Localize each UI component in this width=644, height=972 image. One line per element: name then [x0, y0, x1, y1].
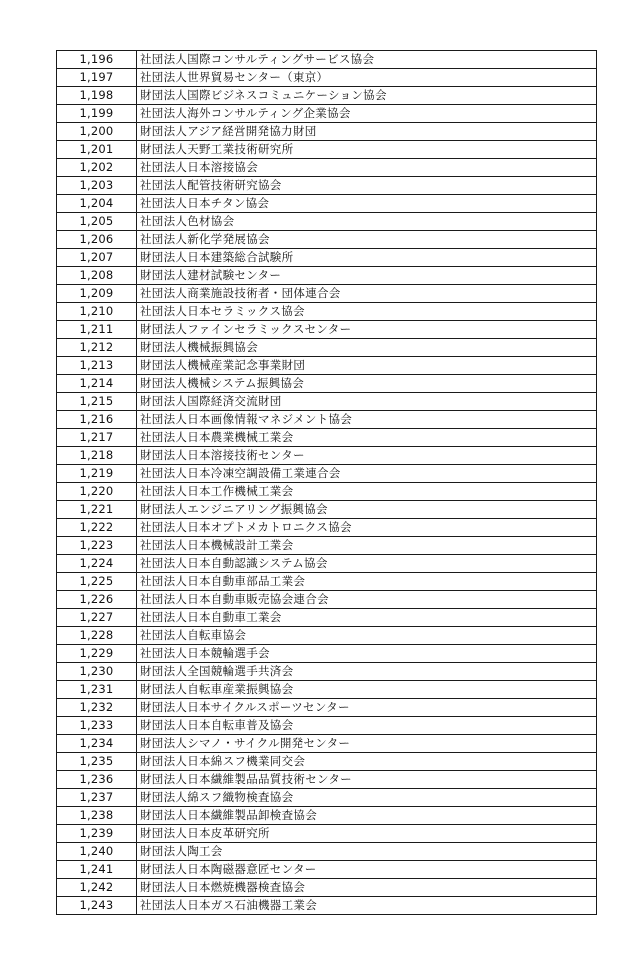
- table-row: [57, 465, 597, 483]
- table-row: [57, 645, 597, 663]
- organization-name: 社団法人日本オプトメカトロニクス協会: [137, 519, 597, 537]
- table-row: [57, 375, 597, 393]
- table-row: [57, 105, 597, 123]
- organization-name: 社団法人日本自動車部品工業会: [137, 573, 597, 591]
- table-row: [57, 591, 597, 609]
- table-row: [57, 321, 597, 339]
- row-number: 1,203: [57, 177, 137, 195]
- table-row: [57, 213, 597, 231]
- row-number: 1,218: [57, 447, 137, 465]
- organization-name: 社団法人配管技術研究協会: [137, 177, 597, 195]
- organization-name: 財団法人綿スフ織物検査協会: [137, 789, 597, 807]
- organization-name: 財団法人日本皮革研究所: [137, 825, 597, 843]
- organization-name: 財団法人日本繊維製品品質技術センター: [137, 771, 597, 789]
- organization-name: 財団法人エンジニアリング振興協会: [137, 501, 597, 519]
- row-number: 1,196: [57, 51, 137, 69]
- organization-table: [56, 50, 597, 915]
- organization-name: 社団法人商業施設技術者・団体連合会: [137, 285, 597, 303]
- row-number: 1,231: [57, 681, 137, 699]
- row-number: 1,233: [57, 717, 137, 735]
- row-number: 1,223: [57, 537, 137, 555]
- organization-name: 社団法人日本溶接協会: [137, 159, 597, 177]
- row-number: 1,202: [57, 159, 137, 177]
- table-body: [57, 51, 597, 915]
- organization-name: 社団法人自転車協会: [137, 627, 597, 645]
- table-row: [57, 411, 597, 429]
- row-number: 1,213: [57, 357, 137, 375]
- table-row: [57, 753, 597, 771]
- table-row: [57, 303, 597, 321]
- row-number: 1,227: [57, 609, 137, 627]
- row-number: 1,220: [57, 483, 137, 501]
- row-number: 1,232: [57, 699, 137, 717]
- row-number: 1,222: [57, 519, 137, 537]
- row-number: 1,235: [57, 753, 137, 771]
- row-number: 1,228: [57, 627, 137, 645]
- table-row: [57, 195, 597, 213]
- row-number: 1,219: [57, 465, 137, 483]
- organization-name: 社団法人日本工作機械工業会: [137, 483, 597, 501]
- row-number: 1,226: [57, 591, 137, 609]
- table-row: [57, 339, 597, 357]
- table-row: [57, 627, 597, 645]
- table-row: [57, 51, 597, 69]
- organization-name: 財団法人天野工業技術研究所: [137, 141, 597, 159]
- organization-name: 財団法人日本燃焼機器検査協会: [137, 879, 597, 897]
- table-row: [57, 735, 597, 753]
- organization-name: 財団法人日本溶接技術センター: [137, 447, 597, 465]
- organization-name: 社団法人日本ガス石油機器工業会: [137, 897, 597, 915]
- table-row: [57, 537, 597, 555]
- table-row: [57, 501, 597, 519]
- table-row: [57, 123, 597, 141]
- row-number: 1,239: [57, 825, 137, 843]
- row-number: 1,230: [57, 663, 137, 681]
- table-row: [57, 861, 597, 879]
- table-row: [57, 429, 597, 447]
- organization-name: 財団法人機械振興協会: [137, 339, 597, 357]
- table-row: [57, 807, 597, 825]
- table-row: [57, 681, 597, 699]
- table-row: [57, 771, 597, 789]
- table-row: [57, 843, 597, 861]
- row-number: 1,210: [57, 303, 137, 321]
- organization-name: 財団法人自転車産業振興協会: [137, 681, 597, 699]
- row-number: 1,215: [57, 393, 137, 411]
- table-row: [57, 789, 597, 807]
- organization-name: 財団法人日本サイクルスポーツセンター: [137, 699, 597, 717]
- organization-name: 社団法人海外コンサルティング企業協会: [137, 105, 597, 123]
- row-number: 1,197: [57, 69, 137, 87]
- row-number: 1,216: [57, 411, 137, 429]
- row-number: 1,229: [57, 645, 137, 663]
- organization-name: 社団法人日本セラミックス協会: [137, 303, 597, 321]
- table-row: [57, 573, 597, 591]
- organization-name: 社団法人色材協会: [137, 213, 597, 231]
- row-number: 1,201: [57, 141, 137, 159]
- table-row: [57, 447, 597, 465]
- table-row: [57, 897, 597, 915]
- table-row: [57, 663, 597, 681]
- organization-name: 財団法人アジア経営開発協力財団: [137, 123, 597, 141]
- organization-name: 社団法人日本画像情報マネジメント協会: [137, 411, 597, 429]
- row-number: 1,238: [57, 807, 137, 825]
- organization-name: 社団法人日本自動車販売協会連合会: [137, 591, 597, 609]
- table-row: [57, 87, 597, 105]
- table-row: [57, 249, 597, 267]
- organization-name: 財団法人ファインセラミックスセンター: [137, 321, 597, 339]
- organization-name: 社団法人日本自動認識システム協会: [137, 555, 597, 573]
- table-row: [57, 699, 597, 717]
- organization-name: 社団法人世界貿易センター（東京）: [137, 69, 597, 87]
- row-number: 1,206: [57, 231, 137, 249]
- row-number: 1,198: [57, 87, 137, 105]
- organization-name: 財団法人国際経済交流財団: [137, 393, 597, 411]
- row-number: 1,236: [57, 771, 137, 789]
- table-row: [57, 393, 597, 411]
- organization-name: 社団法人国際コンサルティングサービス協会: [137, 51, 597, 69]
- row-number: 1,204: [57, 195, 137, 213]
- table-row: [57, 879, 597, 897]
- organization-name: 財団法人日本繊維製品卸検査協会: [137, 807, 597, 825]
- row-number: 1,241: [57, 861, 137, 879]
- row-number: 1,243: [57, 897, 137, 915]
- row-number: 1,214: [57, 375, 137, 393]
- organization-name: 財団法人日本綿スフ機業同交会: [137, 753, 597, 771]
- row-number: 1,221: [57, 501, 137, 519]
- row-number: 1,237: [57, 789, 137, 807]
- organization-name: 社団法人日本自動車工業会: [137, 609, 597, 627]
- organization-name: 財団法人建材試験センター: [137, 267, 597, 285]
- row-number: 1,242: [57, 879, 137, 897]
- organization-name: 財団法人国際ビジネスコミュニケーション協会: [137, 87, 597, 105]
- organization-name: 社団法人日本冷凍空調設備工業連合会: [137, 465, 597, 483]
- row-number: 1,225: [57, 573, 137, 591]
- table-row: [57, 555, 597, 573]
- organization-name: 財団法人日本建築総合試験所: [137, 249, 597, 267]
- organization-name: 社団法人新化学発展協会: [137, 231, 597, 249]
- row-number: 1,205: [57, 213, 137, 231]
- organization-name: 社団法人日本機械設計工業会: [137, 537, 597, 555]
- organization-name: 財団法人機械システム振興協会: [137, 375, 597, 393]
- organization-name: 財団法人日本自転車普及協会: [137, 717, 597, 735]
- organization-name: 財団法人日本陶磁器意匠センター: [137, 861, 597, 879]
- row-number: 1,224: [57, 555, 137, 573]
- organization-name: 財団法人陶工会: [137, 843, 597, 861]
- table-row: [57, 267, 597, 285]
- table-row: [57, 69, 597, 87]
- table-row: [57, 285, 597, 303]
- row-number: 1,234: [57, 735, 137, 753]
- row-number: 1,240: [57, 843, 137, 861]
- organization-name: 社団法人日本チタン協会: [137, 195, 597, 213]
- row-number: 1,217: [57, 429, 137, 447]
- organization-name: 社団法人日本農業機械工業会: [137, 429, 597, 447]
- table-row: [57, 231, 597, 249]
- table-row: [57, 357, 597, 375]
- row-number: 1,199: [57, 105, 137, 123]
- row-number: 1,209: [57, 285, 137, 303]
- row-number: 1,208: [57, 267, 137, 285]
- table-row: [57, 177, 597, 195]
- row-number: 1,212: [57, 339, 137, 357]
- table-row: [57, 825, 597, 843]
- table-row: [57, 717, 597, 735]
- table-row: [57, 159, 597, 177]
- row-number: 1,200: [57, 123, 137, 141]
- organization-name: 財団法人シマノ・サイクル開発センター: [137, 735, 597, 753]
- organization-name: 社団法人日本競輪選手会: [137, 645, 597, 663]
- organization-name: 財団法人全国競輪選手共済会: [137, 663, 597, 681]
- table-row: [57, 609, 597, 627]
- row-number: 1,211: [57, 321, 137, 339]
- table-row: [57, 483, 597, 501]
- row-number: 1,207: [57, 249, 137, 267]
- table-row: [57, 519, 597, 537]
- organization-name: 財団法人機械産業記念事業財団: [137, 357, 597, 375]
- table-row: [57, 141, 597, 159]
